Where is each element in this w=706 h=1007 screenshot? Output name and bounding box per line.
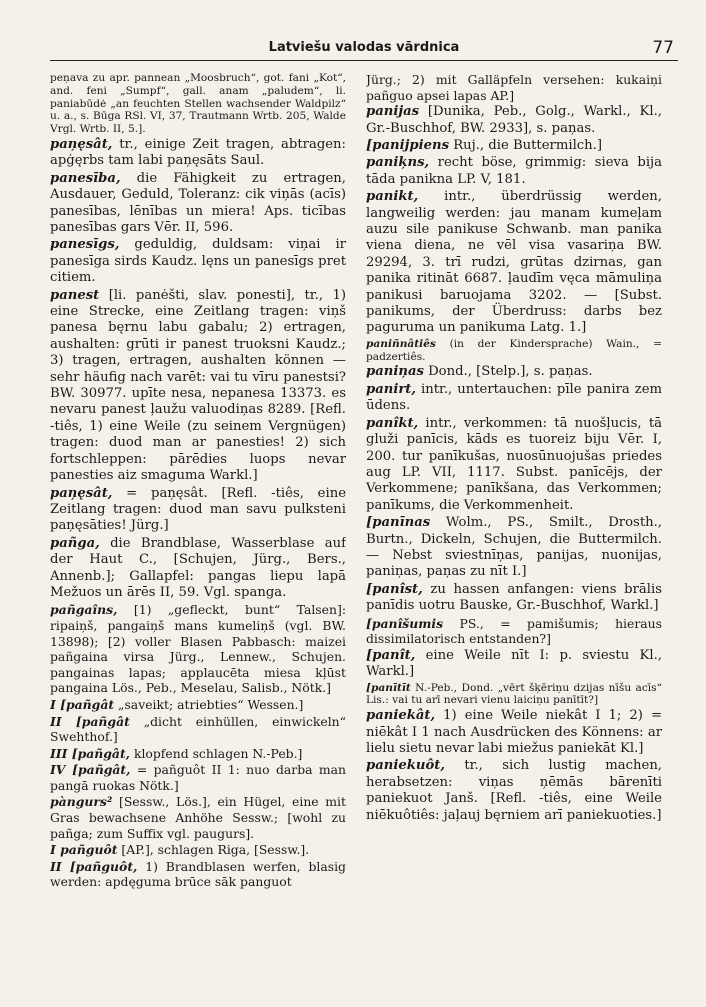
dictionary-entry (366, 155, 662, 188)
dictionary-entry (366, 364, 662, 380)
page-number: 77 (652, 38, 674, 58)
entry-headword: [panītīt (366, 681, 411, 694)
entry-headword: panesība, (50, 170, 121, 186)
dictionary-entry (366, 189, 662, 337)
entry-headword: panijas (366, 104, 420, 120)
dictionary-entry (366, 682, 662, 708)
entry-headword: [panît, (366, 647, 416, 663)
entry-headword: pañgaîns, (50, 602, 118, 618)
right-column (366, 72, 662, 987)
entry-definition: Wolm., PS., Smilt., Drosth., Burtn., Dickeln, Schujen, die Buttermilch. — Nebst sviestnīņas, panijas, nuonijas, paniņas, paņas zu nīt I.] (366, 515, 662, 580)
dictionary-entry (366, 515, 662, 581)
dictionary-entry (366, 616, 662, 647)
dictionary-entry (50, 288, 346, 485)
entry-definition: [AP.], schlagen Riga, [Sessw.]. (117, 842, 310, 858)
dictionary-entry (366, 582, 662, 615)
dictionary-entry (50, 602, 346, 696)
dictionary-entry (50, 762, 346, 793)
entry-headword: paniekât, (366, 708, 436, 724)
entry-headword: paniekuôt, (366, 758, 445, 774)
dictionary-entry (366, 708, 662, 757)
entry-headword: pàngurs² (50, 794, 113, 810)
entry-headword: paniņas (366, 364, 424, 380)
entry-definition: [li. panėšti, slav. ponesti], tr., 1) eine Strecke, eine Zeitlang tragen: viņš panesa bęrnu labu gabalu; 2) ertragen, aushalten: grūti ir panest truoksni Kaudz.; 3) tragen, ertragen, aushalten können — sehr häufig nach varēt: vai tu vīru panestsi? BW. 30977. upīte nesa, nepanesa 13373. es nevaru panest ļaužu valuodiņas 8289. [Refl. -tiês, 1) eine Weile (zu seinem Vergnügen) tragen: duod man ar panesties! 2) sich fortschleppen: pārēdies luops nevar panesties aiz smaguma Warkl.] (50, 287, 346, 484)
dictionary-entry (50, 794, 346, 841)
entry-headword: panesīgs, (50, 237, 120, 253)
dictionary-entry (50, 536, 346, 602)
entry-headword: paņęsât, (50, 485, 113, 501)
entry-definition: N.-Peb., Dond. „vērt šķēriņu dzijas nīšu acīs“ Lis.: vai tu arī nevari vienu laiciņu panītīt?] (366, 681, 662, 707)
dictionary-entry (366, 382, 662, 415)
entry-headword: IV [pañgât, (50, 762, 131, 778)
dictionary-entry (50, 486, 346, 535)
left-column (50, 72, 346, 987)
entry-definition: PS., = pamišumis; hieraus dissimilatorisch entstanden?] (366, 615, 662, 647)
entry-definition: eine Weile nīt I: p. sviestu Kl., Warkl.] (366, 647, 662, 680)
entry-definition: klopfend schlagen N.-Peb.] (130, 745, 303, 761)
entry-definition: [Sessw., Lös.], ein Hügel, eine mit Gras bewachsene Anhöhe Sessw.; [wohl zu pañga; zum Suffix vgl. paugurs]. (50, 794, 346, 841)
entry-definition: geduldig, duldsam: viņai ir panesīga sirds Kaudz. lęns un panesīgs pret citiem. (50, 237, 346, 286)
entry-definition: tr., einige Zeit tragen, abtragen: apģęrbs tam labi paņęsāts Saul. (50, 136, 346, 169)
dictionary-entry (50, 237, 346, 286)
entry-definition: recht böse, grimmig: sieva bija tāda panikna LP. V, 181. (366, 155, 662, 187)
dictionary-entry (50, 714, 346, 745)
dictionary-entry (366, 138, 662, 154)
entry-definition: intr., untertauchen: pīle panira zem ūdens. (366, 381, 662, 414)
entry-definition: 1) eine Weile niekât I 1; 2) = niēkât I 1 nach Ausdrücken des Könnens: ar lielu sietu nevar labi miežus paniekāt Kl.] (366, 708, 662, 756)
dictionary-entry (366, 338, 662, 364)
entry-definition: [Dunika, Peb., Golg., Warkl., Kl., Gr.-Buschhof, BW. 2933], s. paņas. (366, 104, 662, 136)
entry-headword: panest (50, 287, 100, 303)
entry-definition: die Fähigkeit zu ertragen, Ausdauer, Geduld, Toleranz: cik viņās (acīs) panesības, lēnības un miera! Aps. ticības panesības gars Vēr. II, 596. (50, 170, 346, 236)
entry-definition: 1) Brandblasen werfen, blasig werden: apdęguma brūce sāk panguot (50, 858, 346, 890)
entry-headword: [panijpiens (366, 138, 450, 153)
entry-headword: III [pañgât, (50, 745, 130, 761)
entry-definition: = pañguôt II 1: nuo darba man pangā ruokas Nötk.] (50, 762, 346, 793)
entry-definition: tr., sich lustig machen, herabsetzen: viņas ņēmās bārenīti paniekuot Janš. [Refl. -tiês, eine Weile niēkuôtiês: jaļauj bęrniem arī paniekuoties.] (366, 758, 662, 823)
entry-definition: intr., verkommen: tā nuošļucis, tā gluži panīcis, kāds es tuoreiz biju Vēr. I, 200. tur panīkušas, nuosūnuojušas priedes aug LP. VII, 1117. Subst. panīcējs, der Verkommene; panīkšana, das Verkommen; panīkums, die Verkommenheit. (366, 415, 662, 513)
entry-definition: Jürg.; 2) mit Galläpfeln versehen: kukaiņi pañguo apsei lapas AP.] (366, 72, 662, 103)
entry-definition: = paņęsât. [Refl. -tiês, eine Zeitlang tragen: duod man savu pulksteni paņęsāties! Jürg.] (50, 485, 346, 534)
dictionary-entry (50, 697, 346, 713)
entry-headword: I [pañgât (50, 696, 115, 712)
entry-headword: paņęsât, (50, 136, 113, 152)
entry-definition: intr., überdrüssig werden, langweilig werden: jau manam kumeļam auzu sile panikuse Schwanb. man panika viena diena, ne vēl visa vasariņa BW. 29294, 3. trī rudzi, grūtas dzirnas, gan panika ritināt 6687. ļaudīm vęca māmuliņa panikusi baruojama 3202. — [Subst. panikums, der Überdruss: darbs bez paguruma un panikuma Latg. 1.] (366, 189, 662, 336)
entry-definition: [1) „gefleckt, bunt“ Talsen]: ripaiņš, pangaiņš mans kumeliņš (vgl. BW. 13898); [2) voller Blasen Pabbasch: maizei pañgaina virsa Jürg., Lennew., Schujen. pangainas lapas; applaucēta miesa kļūst pangaina Lös., Peb., Meselau, Salisb., Nötk.] (50, 602, 346, 696)
dictionary-entry (50, 171, 346, 237)
entry-headword: [panīnas (366, 515, 431, 531)
entry-headword: II [pañguôt, (50, 858, 138, 874)
entry-headword: panirt, (366, 381, 416, 397)
entry-definition: zu hassen anfangen: viens brālis panīdis uotru Bauske, Gr.-Buschhof, Warkl.] (366, 581, 662, 614)
dictionary-entry (366, 104, 662, 137)
entry-definition: „saveikt; atriebties“ Wessen.] (114, 696, 304, 712)
entry-headword: panîkt, (366, 415, 419, 431)
dictionary-entry (366, 648, 662, 681)
running-header (50, 38, 678, 61)
entry-headword: paniķns, (366, 155, 430, 171)
dictionary-entry (50, 859, 346, 890)
entry-definition: Ruj., die Buttermilch.] (449, 138, 602, 153)
dictionary-entry (366, 758, 662, 824)
entry-definition: „dicht einhüllen, einwickeln“ Swehthof.] (50, 713, 346, 745)
dictionary-entry (50, 746, 346, 762)
entry-headword: [panîst, (366, 581, 423, 597)
entry-headword: [panîšumis (366, 615, 444, 631)
entry-definition: die Brandblase, Wasserblase auf der Haut C., [Schujen, Jürg., Bers., Annenb.]; Gallapfel: pangas liepu lapā Mežuos un ārēs II, 59. Vgl. spanga. (50, 535, 346, 600)
dictionary-entry (50, 842, 346, 858)
entry-headword: II [pañgât (50, 713, 130, 729)
entry-definition: peņava zu apr. pannean „Moosbruch“, got. fani „Kot“, and. feni „Sumpf“, gall. anam „paludem“, li. paniabūdė „an feuchten Stellen wachsender Waldpilz“ u. a., s. Būga RSl. VI, 37, Trautmann Wrtb. 205, Walde Vrgl. Wrtb. II, 5.]. (50, 72, 346, 136)
dictionary-entry (50, 137, 346, 170)
entry-definition: Dond., [Stelp.], s. paņas. (423, 364, 593, 380)
header-title: Latviešu valodas vārdnica (268, 40, 460, 55)
entry-headword: panikt, (366, 189, 419, 205)
dictionary-entry (366, 72, 662, 103)
entry-definition: (in der Kindersprache) Wain., = padzertiês. (366, 337, 662, 363)
dictionary-entry (50, 72, 346, 136)
entry-headword: I pañguôt (50, 842, 118, 858)
entry-headword: pañga, (50, 535, 100, 551)
entry-headword: paniñnâtiês (366, 337, 436, 350)
dictionary-entry (366, 416, 662, 514)
